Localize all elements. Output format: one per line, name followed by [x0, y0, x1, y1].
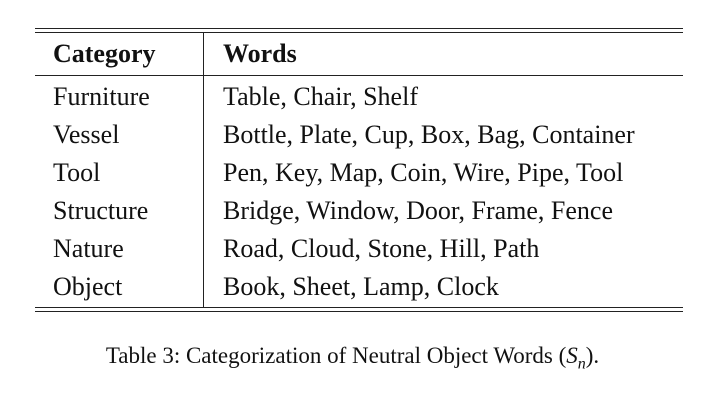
row-category: Furniture — [35, 76, 204, 116]
row-category: Vessel — [35, 116, 204, 154]
table-row — [35, 116, 683, 154]
caption-math-symbol: S — [566, 343, 578, 368]
row-words: Road, Cloud, Stone, Hill, Path — [223, 234, 540, 263]
table-row — [35, 76, 683, 116]
caption-label: Table 3: — [105, 343, 181, 368]
header-row — [35, 33, 683, 75]
table-rows — [35, 76, 683, 307]
caption-math-subscript: n — [577, 355, 586, 373]
table-row — [35, 268, 683, 307]
row-words: Bridge, Window, Door, Frame, Fence — [223, 196, 613, 225]
row-category: Object — [35, 268, 204, 307]
row-category: Nature — [35, 230, 204, 268]
row-words: Bottle, Plate, Cup, Box, Bag, Container — [223, 120, 635, 149]
table-row — [35, 192, 683, 230]
category-table — [35, 28, 683, 312]
row-words: Book, Sheet, Lamp, Clock — [223, 272, 499, 301]
caption-text: Categorization of Neutral Object Words ( — [185, 343, 567, 368]
caption-suffix: ). — [585, 343, 600, 368]
row-category: Structure — [35, 192, 204, 230]
table-row — [35, 230, 683, 268]
header-category: Category — [35, 33, 204, 75]
bottom-rule — [35, 307, 683, 312]
table-body — [35, 33, 683, 75]
row-words: Table, Chair, Shelf — [223, 82, 418, 111]
row-words: Pen, Key, Map, Coin, Wire, Pipe, Tool — [223, 158, 624, 187]
table-caption — [0, 339, 705, 382]
table-row — [35, 154, 683, 192]
row-category: Tool — [35, 154, 204, 192]
header-words: Words — [223, 39, 297, 68]
